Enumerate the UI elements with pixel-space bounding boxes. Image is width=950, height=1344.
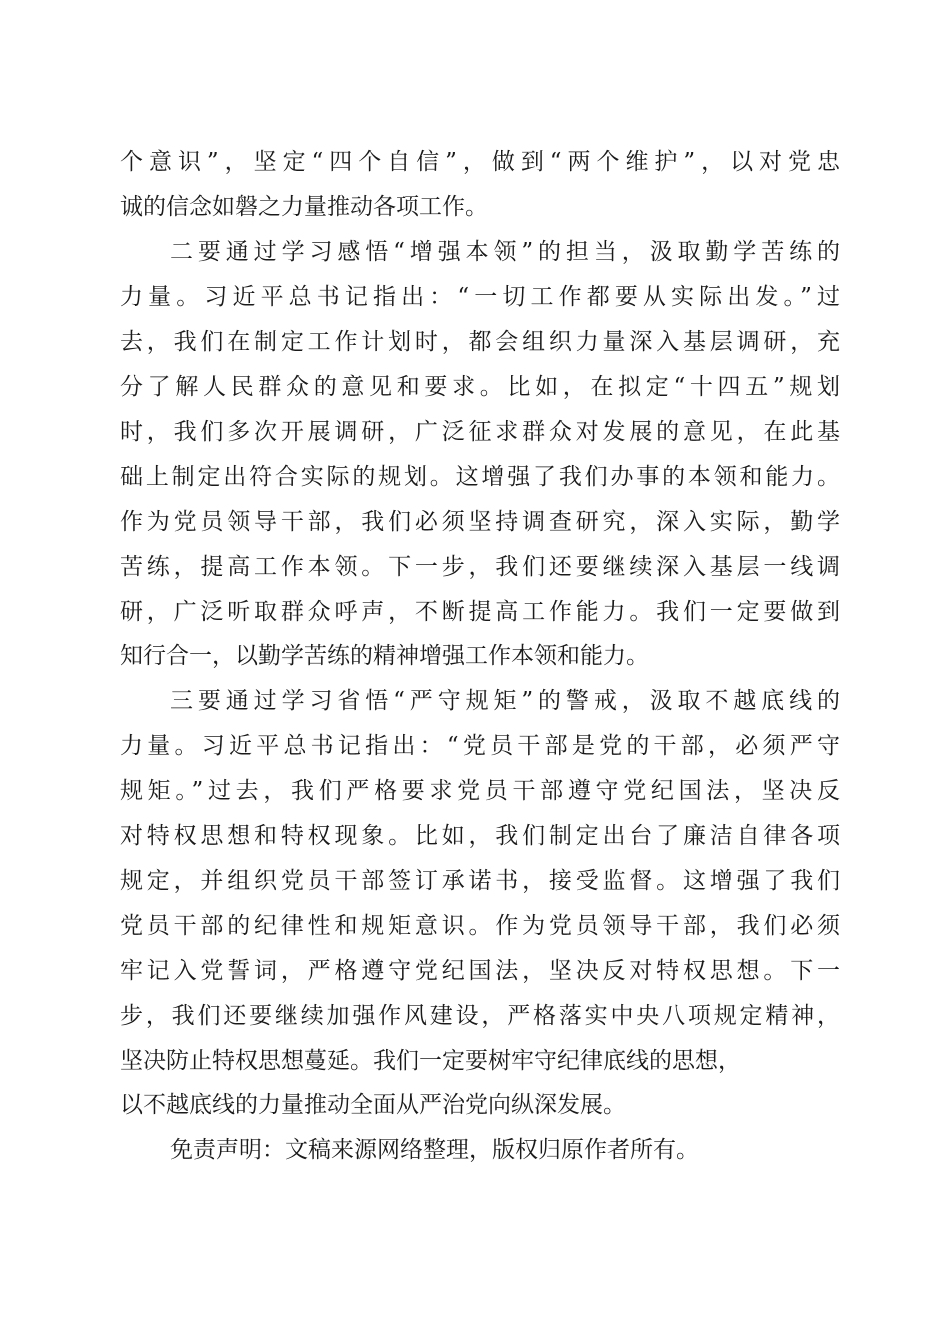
text-line: 知行合一，以勤学苦练的精神增强工作本领和能力。 (120, 643, 649, 669)
text-line: 础上制定出符合实际的规划。这增强了我们办事的本领和能力。 (120, 464, 840, 490)
text-line: 对特权思想和特权现象。比如，我们制定出台了廉洁自律各项 (120, 823, 840, 849)
disclaimer: 免责声明：文稿来源网络整理，版权归原作者所有。 (170, 1137, 699, 1163)
text-line: 作为党员领导干部，我们必须坚持调查研究，深入实际，勤学 (120, 509, 840, 535)
paragraph-first-line: 三要通过学习省悟“严守规矩”的警戒，汲取不越底线的 (170, 688, 840, 714)
text-line: 诚的信念如磐之力量推动各项工作。 (120, 194, 488, 220)
text-line: 个意识”，坚定“四个自信”，做到“两个维护”，以对党忠 (120, 149, 840, 175)
text-line: 力量。习近平总书记指出：“党员干部是党的干部，必须严守 (120, 733, 840, 759)
paragraph-first-line: 二要通过学习感悟“增强本领”的担当，汲取勤学苦练的 (170, 239, 840, 265)
text-line: 规定，并组织党员干部签订承诺书，接受监督。这增强了我们 (120, 868, 840, 894)
text-line: 以不越底线的力量推动全面从严治党向纵深发展。 (120, 1092, 626, 1118)
text-line: 党员干部的纪律性和规矩意识。作为党员领导干部，我们必须 (120, 913, 840, 939)
text-line: 步，我们还要继续加强作风建设，严格落实中央八项规定精神， (120, 1003, 840, 1029)
text-line: 苦练，提高工作本领。下一步，我们还要继续深入基层一线调 (120, 554, 840, 580)
text-line: 时，我们多次开展调研，广泛征求群众对发展的意见，在此基 (120, 419, 840, 445)
text-line: 坚决防止特权思想蔓延。我们一定要树牢守纪律底线的思想， (120, 1048, 741, 1074)
text-line: 研，广泛听取群众呼声，不断提高工作能力。我们一定要做到 (120, 599, 840, 625)
text-line: 规矩。”过去，我们严格要求党员干部遵守党纪国法，坚决反 (120, 778, 840, 804)
text-line: 牢记入党誓词，严格遵守党纪国法，坚决反对特权思想。下一 (120, 958, 840, 984)
text-line: 力量。习近平总书记指出：“一切工作都要从实际出发。”过 (120, 284, 840, 310)
text-line: 分了解人民群众的意见和要求。比如，在拟定“十四五”规划 (120, 374, 840, 400)
text-line: 去，我们在制定工作计划时，都会组织力量深入基层调研，充 (120, 329, 840, 355)
